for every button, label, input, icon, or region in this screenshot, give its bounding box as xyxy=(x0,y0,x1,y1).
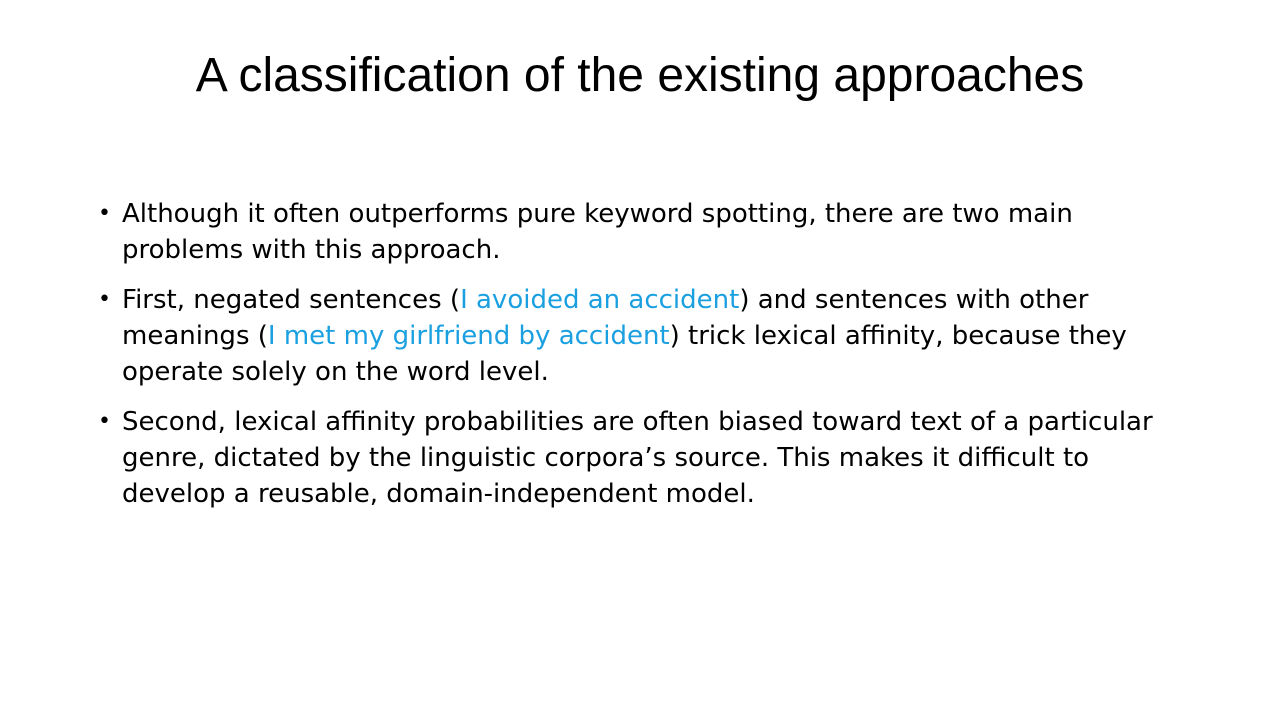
bullet-text: Second, lexical affinity probabilities are often biased toward text of a particular genre, dictated by the linguistic corpora’s source. This makes it difficult to develop a reusable, domain-independent model. xyxy=(122,407,1153,509)
bullet-icon: • xyxy=(98,201,111,226)
bullet-list xyxy=(98,196,1178,526)
example-phrase: I met my girlfriend by accident xyxy=(267,321,670,351)
bullet-item xyxy=(98,282,1178,390)
example-phrase: I avoided an accident xyxy=(460,285,740,315)
bullet-text: ) and sentences with other meanings ( xyxy=(122,285,1089,351)
bullet-text: First, negated sentences ( xyxy=(122,285,461,315)
bullet-item xyxy=(98,404,1178,512)
bullet-text: Although it often outperforms pure keyword spotting, there are two main problems with this approach. xyxy=(122,199,1073,265)
bullet-icon: • xyxy=(98,287,111,312)
bullet-text: ) trick lexical affinity, because they operate solely on the word level. xyxy=(122,321,1127,387)
slide-title: A classification of the existing approaches xyxy=(195,49,1085,102)
bullet-icon: • xyxy=(98,409,111,434)
bullet-item xyxy=(98,196,1178,268)
